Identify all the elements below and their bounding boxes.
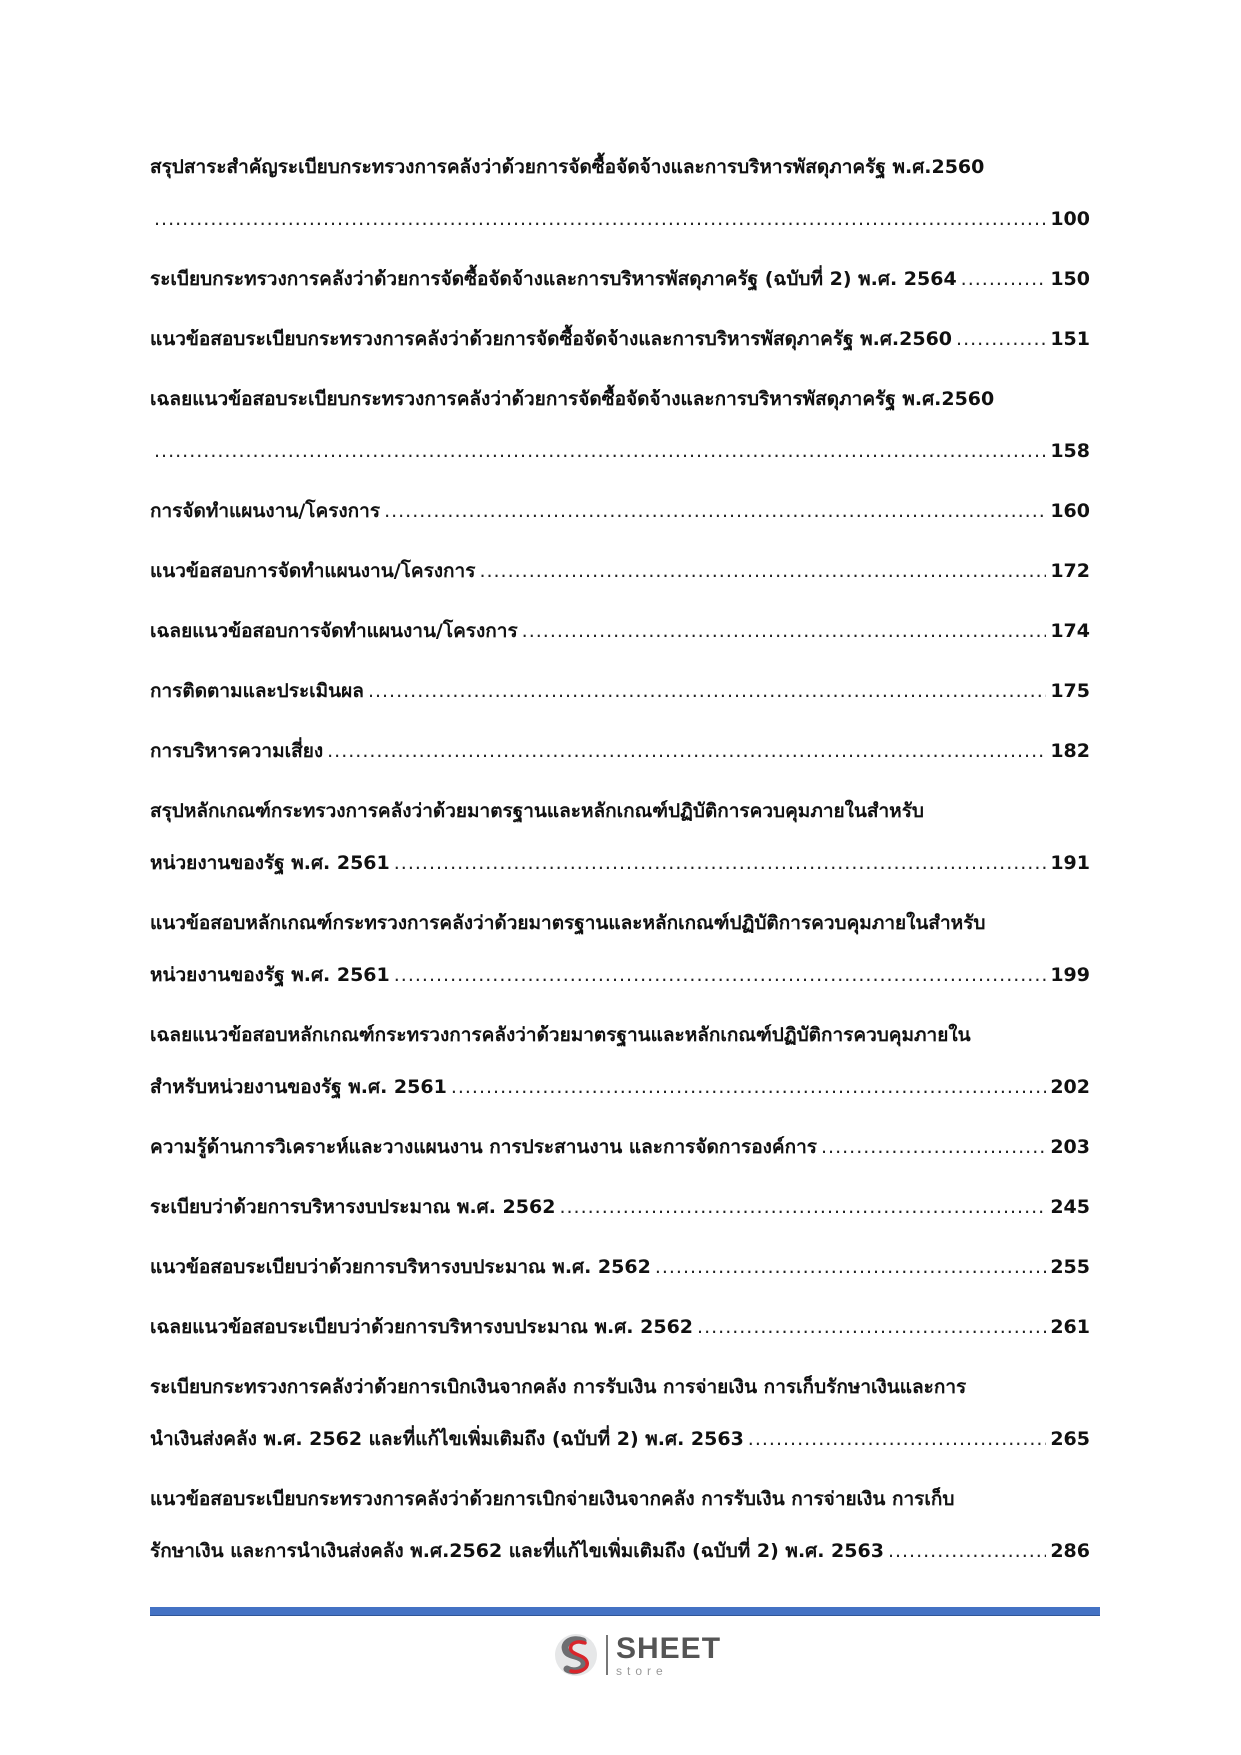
toc-entry-title: การติดตามและประเมินผล	[150, 680, 364, 702]
toc-page-number: 172	[1050, 560, 1090, 582]
toc-entry[interactable]	[150, 616, 1090, 646]
toc-entry-title: หน่วยงานของรัฐ พ.ศ. 2561	[150, 964, 390, 986]
toc-entry-title: หน่วยงานของรัฐ พ.ศ. 2561	[150, 852, 390, 874]
logo-divider	[606, 1635, 608, 1675]
toc-entry-title: ระเบียบกระทรวงการคลังว่าด้วยการเบิกเงินจากคลัง การรับเงิน การจ่ายเงิน การเก็บรักษาเงินและการ	[150, 1376, 967, 1398]
toc-entry-line	[150, 1424, 1090, 1454]
toc-page-number: 151	[1050, 328, 1090, 350]
toc-entry-line	[150, 436, 1090, 466]
toc-dot-leader	[451, 1072, 1047, 1102]
toc-entry-line	[150, 1072, 1090, 1102]
toc-entry-line	[150, 204, 1090, 234]
toc-entry-line	[150, 556, 1090, 586]
toc-entry-line	[150, 616, 1090, 646]
toc-entry[interactable]	[150, 324, 1090, 354]
toc-dot-leader	[559, 1192, 1046, 1222]
toc-entry-title: ระเบียบว่าด้วยการบริหารงบประมาณ พ.ศ. 2562	[150, 1196, 556, 1218]
toc-entry-line	[150, 736, 1090, 766]
toc-entry-line	[150, 1252, 1090, 1282]
toc-entry[interactable]	[150, 1484, 1090, 1566]
toc-entry-title: เฉลยแนวข้อสอบหลักเกณฑ์กระทรวงการคลังว่าด้วยมาตรฐานและหลักเกณฑ์ปฏิบัติการควบคุมภายใน	[150, 1024, 971, 1046]
toc-entry-title: การจัดทำแผนงาน/โครงการ	[150, 500, 381, 522]
toc-page-number: 202	[1050, 1076, 1090, 1098]
toc-dot-leader	[368, 676, 1046, 706]
toc-dot-leader	[821, 1132, 1046, 1162]
toc-entry-title: แนวข้อสอบหลักเกณฑ์กระทรวงการคลังว่าด้วยมาตรฐานและหลักเกณฑ์ปฏิบัติการควบคุมภายในสำหรับ	[150, 912, 986, 934]
logo-wordmark: SHEET	[616, 1631, 722, 1665]
toc-page-number: 174	[1050, 620, 1090, 642]
toc-entry[interactable]	[150, 1252, 1090, 1282]
toc-dot-leader	[697, 1312, 1046, 1342]
toc-entry-title: เฉลยแนวข้อสอบการจัดทำแผนงาน/โครงการ	[150, 620, 518, 642]
toc-entry-line	[150, 1132, 1090, 1162]
toc-dot-leader	[522, 616, 1047, 646]
toc-page-number: 199	[1050, 964, 1090, 986]
toc-dot-leader	[327, 736, 1046, 766]
toc-entry[interactable]	[150, 1020, 1090, 1102]
toc-entry[interactable]	[150, 1192, 1090, 1222]
toc-entry-line	[150, 1020, 1090, 1050]
toc-entry-line	[150, 1192, 1090, 1222]
toc-entry-title: รักษาเงิน และการนำเงินส่งคลัง พ.ศ.2562 และที่แก้ไขเพิ่มเติมถึง (ฉบับที่ 2) พ.ศ. 2563	[150, 1540, 884, 1562]
toc-page-number: 265	[1050, 1428, 1090, 1450]
toc-entry-line	[150, 264, 1090, 294]
toc-entry-line	[150, 676, 1090, 706]
toc-page-number: 245	[1050, 1196, 1090, 1218]
toc-entry[interactable]	[150, 1372, 1090, 1454]
toc-dot-leader	[748, 1424, 1047, 1454]
toc-dot-leader	[394, 960, 1047, 990]
toc-entry-line	[150, 324, 1090, 354]
toc-entry-title: เฉลยแนวข้อสอบระเบียบกระทรวงการคลังว่าด้วยการจัดซื้อจัดจ้างและการบริหารพัสดุภาครัฐ พ.ศ.2560	[150, 388, 995, 410]
toc-entry-title: การบริหารความเสี่ยง	[150, 740, 324, 762]
sheet-store-logo	[552, 1628, 721, 1682]
toc-dot-leader	[888, 1536, 1046, 1566]
toc-dot-leader	[956, 324, 1046, 354]
logo-subtext: store	[616, 1663, 668, 1678]
toc-entry[interactable]	[150, 556, 1090, 586]
sheet-store-logo-icon	[552, 1631, 600, 1679]
toc-entry-line	[150, 960, 1090, 990]
toc-page-number: 286	[1050, 1540, 1090, 1562]
toc-entry[interactable]	[150, 796, 1090, 878]
toc-entry-line	[150, 1372, 1090, 1402]
toc-entry[interactable]	[150, 908, 1090, 990]
toc-dot-leader	[384, 496, 1046, 526]
toc-page-number: 182	[1050, 740, 1090, 762]
footer-rule	[150, 1607, 1100, 1616]
toc-entry[interactable]	[150, 1312, 1090, 1342]
toc-page-number: 100	[1050, 208, 1090, 230]
toc-dot-leader	[154, 204, 1046, 234]
toc-page-number: 261	[1050, 1316, 1090, 1338]
toc-entry[interactable]	[150, 676, 1090, 706]
toc-page-number: 191	[1050, 852, 1090, 874]
toc-entry-title: เฉลยแนวข้อสอบระเบียบว่าด้วยการบริหารงบประมาณ พ.ศ. 2562	[150, 1316, 694, 1338]
toc-page-number: 160	[1050, 500, 1090, 522]
toc-entry-title: แนวข้อสอบการจัดทำแผนงาน/โครงการ	[150, 560, 476, 582]
toc-entry-line	[150, 496, 1090, 526]
toc-entry-title: ระเบียบกระทรวงการคลังว่าด้วยการจัดซื้อจัดจ้างและการบริหารพัสดุภาครัฐ (ฉบับที่ 2) พ.ศ. 2564	[150, 268, 957, 290]
toc-page-number: 255	[1050, 1256, 1090, 1278]
toc-page-number: 158	[1050, 440, 1090, 462]
toc-entry[interactable]	[150, 384, 1090, 466]
table-of-contents	[150, 152, 1090, 1596]
toc-page-number: 175	[1050, 680, 1090, 702]
toc-dot-leader	[479, 556, 1046, 586]
toc-entry-line	[150, 1484, 1090, 1514]
toc-dot-leader	[154, 436, 1046, 466]
toc-entry-title: ความรู้ด้านการวิเคราะห์และวางแผนงาน การประสานงาน และการจัดการองค์การ	[150, 1136, 818, 1158]
toc-entry-title: แนวข้อสอบระเบียบว่าด้วยการบริหารงบประมาณ พ.ศ. 2562	[150, 1256, 651, 1278]
toc-entry-title: นำเงินส่งคลัง พ.ศ. 2562 และที่แก้ไขเพิ่มเติมถึง (ฉบับที่ 2) พ.ศ. 2563	[150, 1428, 744, 1450]
toc-entry-title: สรุปหลักเกณฑ์กระทรวงการคลังว่าด้วยมาตรฐานและหลักเกณฑ์ปฏิบัติการควบคุมภายในสำหรับ	[150, 800, 924, 822]
toc-entry-title: แนวข้อสอบระเบียบกระทรวงการคลังว่าด้วยการเบิกจ่ายเงินจากคลัง การรับเงิน การจ่ายเงิน การเก็บ	[150, 1488, 955, 1510]
toc-entry-title: สรุปสาระสำคัญระเบียบกระทรวงการคลังว่าด้วยการจัดซื้อจัดจ้างและการบริหารพัสดุภาครัฐ พ.ศ.2560	[150, 156, 985, 178]
toc-entry-line	[150, 908, 1090, 938]
toc-page-number: 150	[1050, 268, 1090, 290]
toc-entry[interactable]	[150, 152, 1090, 234]
toc-entry[interactable]	[150, 736, 1090, 766]
toc-dot-leader	[394, 848, 1047, 878]
toc-entry-title: แนวข้อสอบระเบียบกระทรวงการคลังว่าด้วยการจัดซื้อจัดจ้างและการบริหารพัสดุภาครัฐ พ.ศ.2560	[150, 328, 953, 350]
toc-entry[interactable]	[150, 496, 1090, 526]
toc-entry-line	[150, 796, 1090, 826]
toc-page-number: 203	[1050, 1136, 1090, 1158]
toc-entry[interactable]	[150, 264, 1090, 294]
toc-entry-line	[150, 384, 1090, 414]
toc-entry-line	[150, 1312, 1090, 1342]
toc-entry-title: สำหรับหน่วยงานของรัฐ พ.ศ. 2561	[150, 1076, 447, 1098]
toc-entry[interactable]	[150, 1132, 1090, 1162]
toc-entry-line	[150, 848, 1090, 878]
toc-entry-line	[150, 1536, 1090, 1566]
toc-entry-line	[150, 152, 1090, 182]
toc-dot-leader	[655, 1252, 1047, 1282]
toc-dot-leader	[961, 264, 1047, 294]
